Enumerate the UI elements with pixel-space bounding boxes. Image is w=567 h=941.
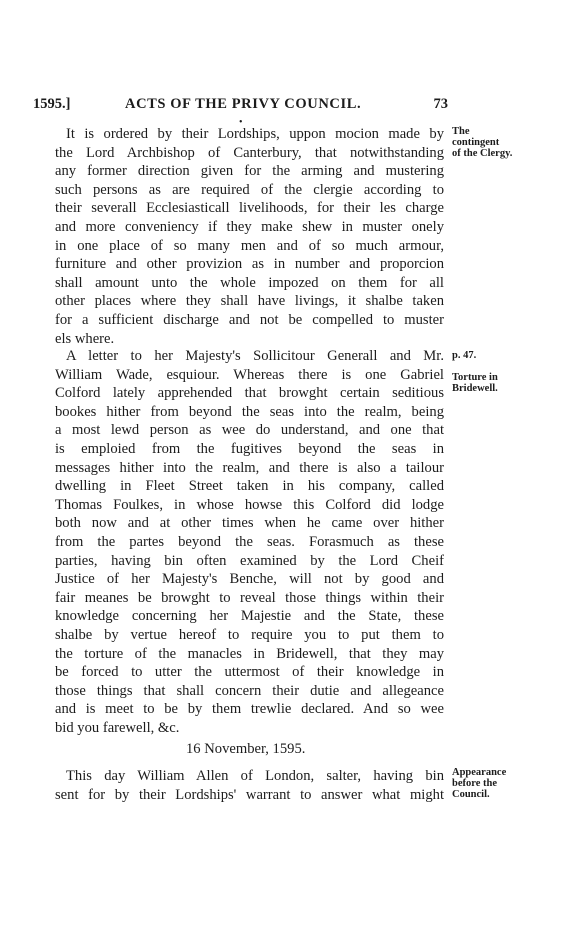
- paragraph-letter: [55, 347, 444, 737]
- text-line: William Wade, esquiour. Whereas there is one Gabriel: [55, 366, 444, 383]
- text-line: Colford lately apprehended that browght certain seditious: [55, 385, 444, 402]
- text-line: Thomas Foulkes, in whose howse this Colford did lodge: [55, 496, 444, 513]
- note-line: contingent: [452, 137, 500, 149]
- note-line: before the: [452, 778, 497, 790]
- text-line: A letter to her Majesty's Sollicitour Generall and Mr.: [66, 348, 444, 364]
- header-title: ACTS OF THE PRIVY COUNCIL.: [125, 96, 362, 112]
- note-line: Appearance: [452, 767, 507, 778]
- page-number: 73: [433, 96, 448, 112]
- text-line: furniture and other provizion as in number and proporcion: [55, 256, 444, 273]
- text-line: such persons as are required of the clergie according to: [55, 181, 444, 198]
- text-line: els where.: [55, 330, 115, 347]
- running-header: [33, 96, 448, 116]
- text-line: This day William Allen of London, salter, having bin: [66, 768, 444, 784]
- text-line: and is meet to be by them trewlie declared. And so wee: [55, 701, 444, 718]
- printer-mark: •: [239, 117, 243, 128]
- note-line: Torture in: [452, 372, 498, 383]
- marginal-note-clergy: [452, 126, 512, 160]
- text-line: fair meanes be browght to reveal those things within their: [55, 589, 444, 606]
- text-line: both now and at other times when he came over hither: [55, 515, 444, 532]
- text-line: and more conveniency if they make shew in muster onely: [55, 218, 444, 235]
- text-line: It is ordered by their Lordships, uppon mocion made by: [66, 126, 444, 142]
- text-line: for a sufficient discharge and not be compelled to muster: [55, 311, 444, 328]
- paragraph-appearance: [55, 767, 444, 804]
- folio-reference: [452, 350, 476, 361]
- marginal-note-torture: [452, 372, 498, 394]
- text-line: messages hither into the realm, and there is also a tailour: [55, 459, 444, 476]
- text-line: the torture of the manacles in Bridewell, that they may: [55, 645, 444, 662]
- date-heading: 16 November, 1595.: [186, 741, 306, 757]
- text-line: their severall Ecclesiasticall livelihoods, for their les charge: [55, 200, 444, 217]
- text-line: be forced to utter the uttermost of their knowledge in: [55, 664, 444, 681]
- note-line: p. 47.: [452, 350, 477, 361]
- text-line: bookes hither from beyond the seas into the realm, being: [55, 403, 444, 420]
- text-line: shalbe by vertue hereof to require you to put them to: [55, 626, 444, 643]
- marginal-note-appearance: [452, 767, 506, 801]
- text-line: in one place of so many men and of so much armour,: [55, 237, 444, 254]
- note-line: of the Clergy.: [452, 148, 513, 160]
- text-line: those things that shall concern their dutie and allegeance: [55, 682, 444, 699]
- header-year: 1595.]: [33, 96, 71, 112]
- note-line: Bridewell.: [452, 383, 498, 395]
- text-line: other places where they shall have livings, it shalbe taken: [55, 293, 444, 310]
- text-line: bid you farewell, &c.: [55, 719, 180, 736]
- text-line: the Lord Archbishop of Canterbury, that notwithstanding: [55, 144, 444, 161]
- text-line: is emploied from the fugitives beyond the seas in: [55, 440, 444, 457]
- text-line: knowledge concerning her Majestie and the State, these: [55, 608, 444, 625]
- text-line: dwelling in Fleet Street taken in his company, called: [55, 478, 444, 495]
- text-line: sent for by their Lordships' warrant to answer what might: [55, 786, 444, 803]
- text-line: any former direction given for the arming and mustering: [55, 163, 444, 180]
- text-line: a most lewd person as wee do understand, and one that: [55, 422, 444, 439]
- note-line: The: [452, 126, 470, 137]
- text-line: Justice of her Majesty's Benche, will not by good and: [55, 571, 444, 588]
- text-line: parties, having bin often examined by the Lord Cheif: [55, 552, 444, 569]
- note-line: Council.: [452, 789, 490, 801]
- text-line: shall amount unto the whole impozed on them for all: [55, 274, 444, 291]
- paragraph-clergy: [55, 125, 444, 348]
- text-line: from the partes beyond the seas. Forasmuch as these: [55, 533, 444, 550]
